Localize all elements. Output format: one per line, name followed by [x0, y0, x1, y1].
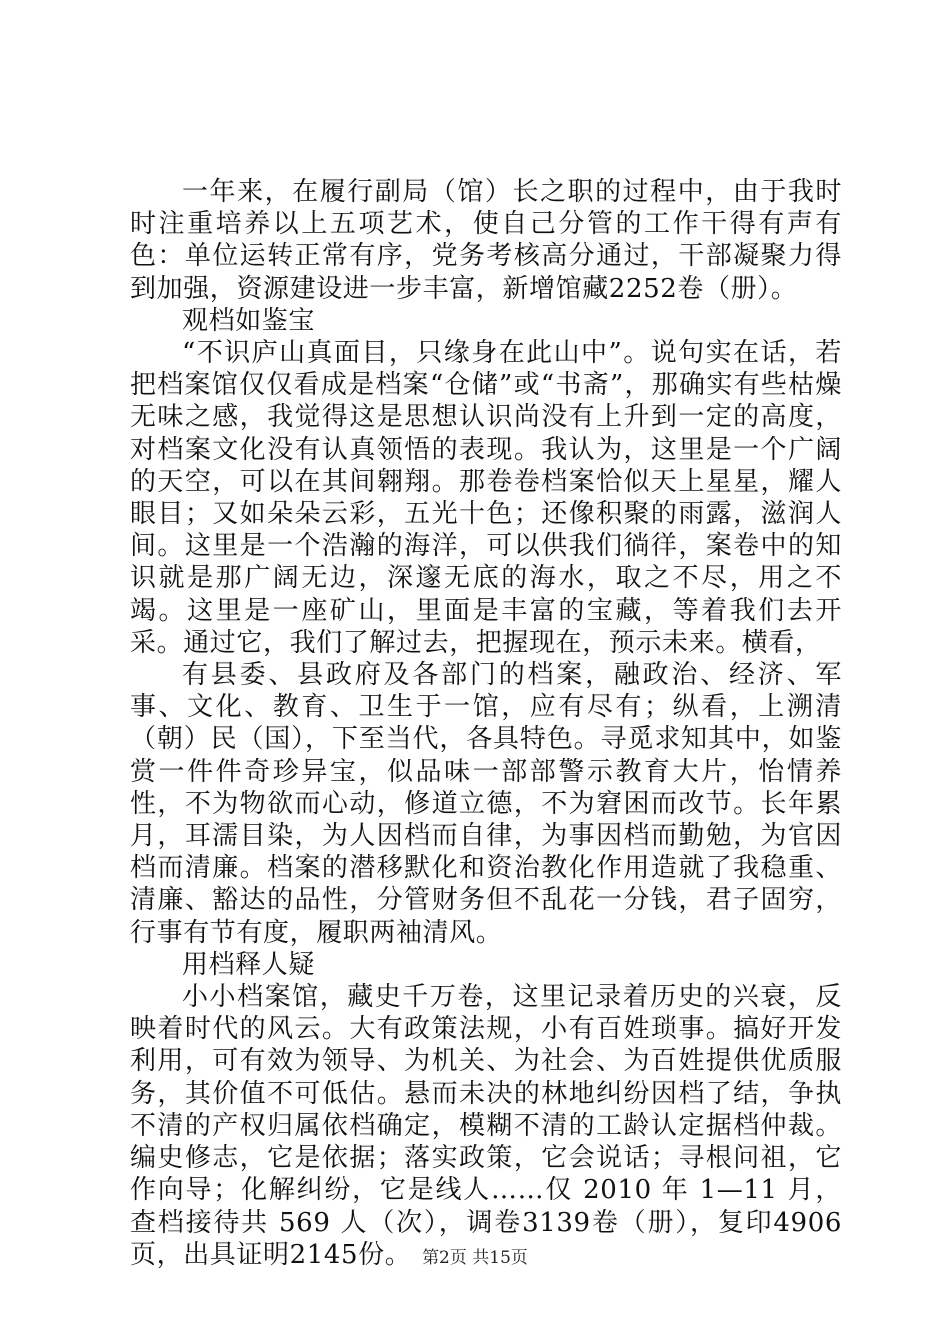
page-footer: 第2页 共15页: [422, 1248, 528, 1268]
paragraph: 小小档案馆，藏史千万卷，这里记录着历史的兴衰，反映着时代的风云。大有政策法规，小有百姓琐事。搞好开发利用，可有效为领导、为机关、为社会、为百姓提供优质服务，其价值不可低估。悬而未决的林地纠纷因档了结，争执不清的产权归属依档确定，模糊不清的工龄认定据档仲裁。编史修志，它是依据；落实政策，它会说话；寻根问祖，它作向导；化解纠纷，它是线人……仅 2010 年 1—11 月，查档接待共 569 人（次），调卷3139卷（册），复印4906页，出具证明2145份。: [130, 982, 842, 1270]
paragraph: “不识庐山真面目，只缘身在此山中”。说句实在话，若把档案馆仅仅看成是档案“仓储”或“书斋”，那确实有些枯燥无味之感，我觉得这是思想认识尚没有上升到一定的高度，对档案文化没有认真领悟的表现。我认为，这里是一个广阔的天空，可以在其间翱翔。那卷卷档案恰似天上星星，耀人眼目；又如朵朵云彩，五光十色；还像积聚的雨露，滋润人间。这里是一个浩瀚的海洋，可以供我们徜徉，案卷中的知识就是那广阔无边，深邃无底的海水，取之不尽，用之不竭。这里是一座矿山，里面是丰富的宝藏，等着我们去开采。通过它，我们了解过去，把握现在，预示未来。横看，: [130, 338, 842, 658]
section-heading: 用档释人疑: [182, 949, 316, 980]
paragraph: 有县委、县政府及各部门的档案，融政治、经济、军事、文化、教育、卫生于一馆，应有尽有；纵看，上溯清（朝）民（国），下至当代，各具特色。寻觅求知其中，如鉴赏一件件奇珍异宝，似品味一部部警示教育大片，怡情养性，不为物欲而心动，修道立德，不为窘困而改节。长年累月，耳濡目染，为人因档而自律，为事因档而勤勉，为官因档而清廉。档案的潜移默化和资治教化作用造就了我稳重、清廉、豁达的品性，分管财务但不乱花一分钱，君子固穷，行事有节有度，履职两袖清风。: [130, 660, 842, 948]
section-heading: 观档如鉴宝: [182, 305, 316, 336]
document-body: [130, 176, 842, 1271]
paragraph: 一年来，在履行副局（馆）长之职的过程中，由于我时时注重培养以上五项艺术，使自己分管的工作干得有声有色：单位运转正常有序，党务考核高分通过，干部凝聚力得到加强，资源建设进一步丰富，新增馆藏2252卷（册）。: [130, 177, 842, 304]
